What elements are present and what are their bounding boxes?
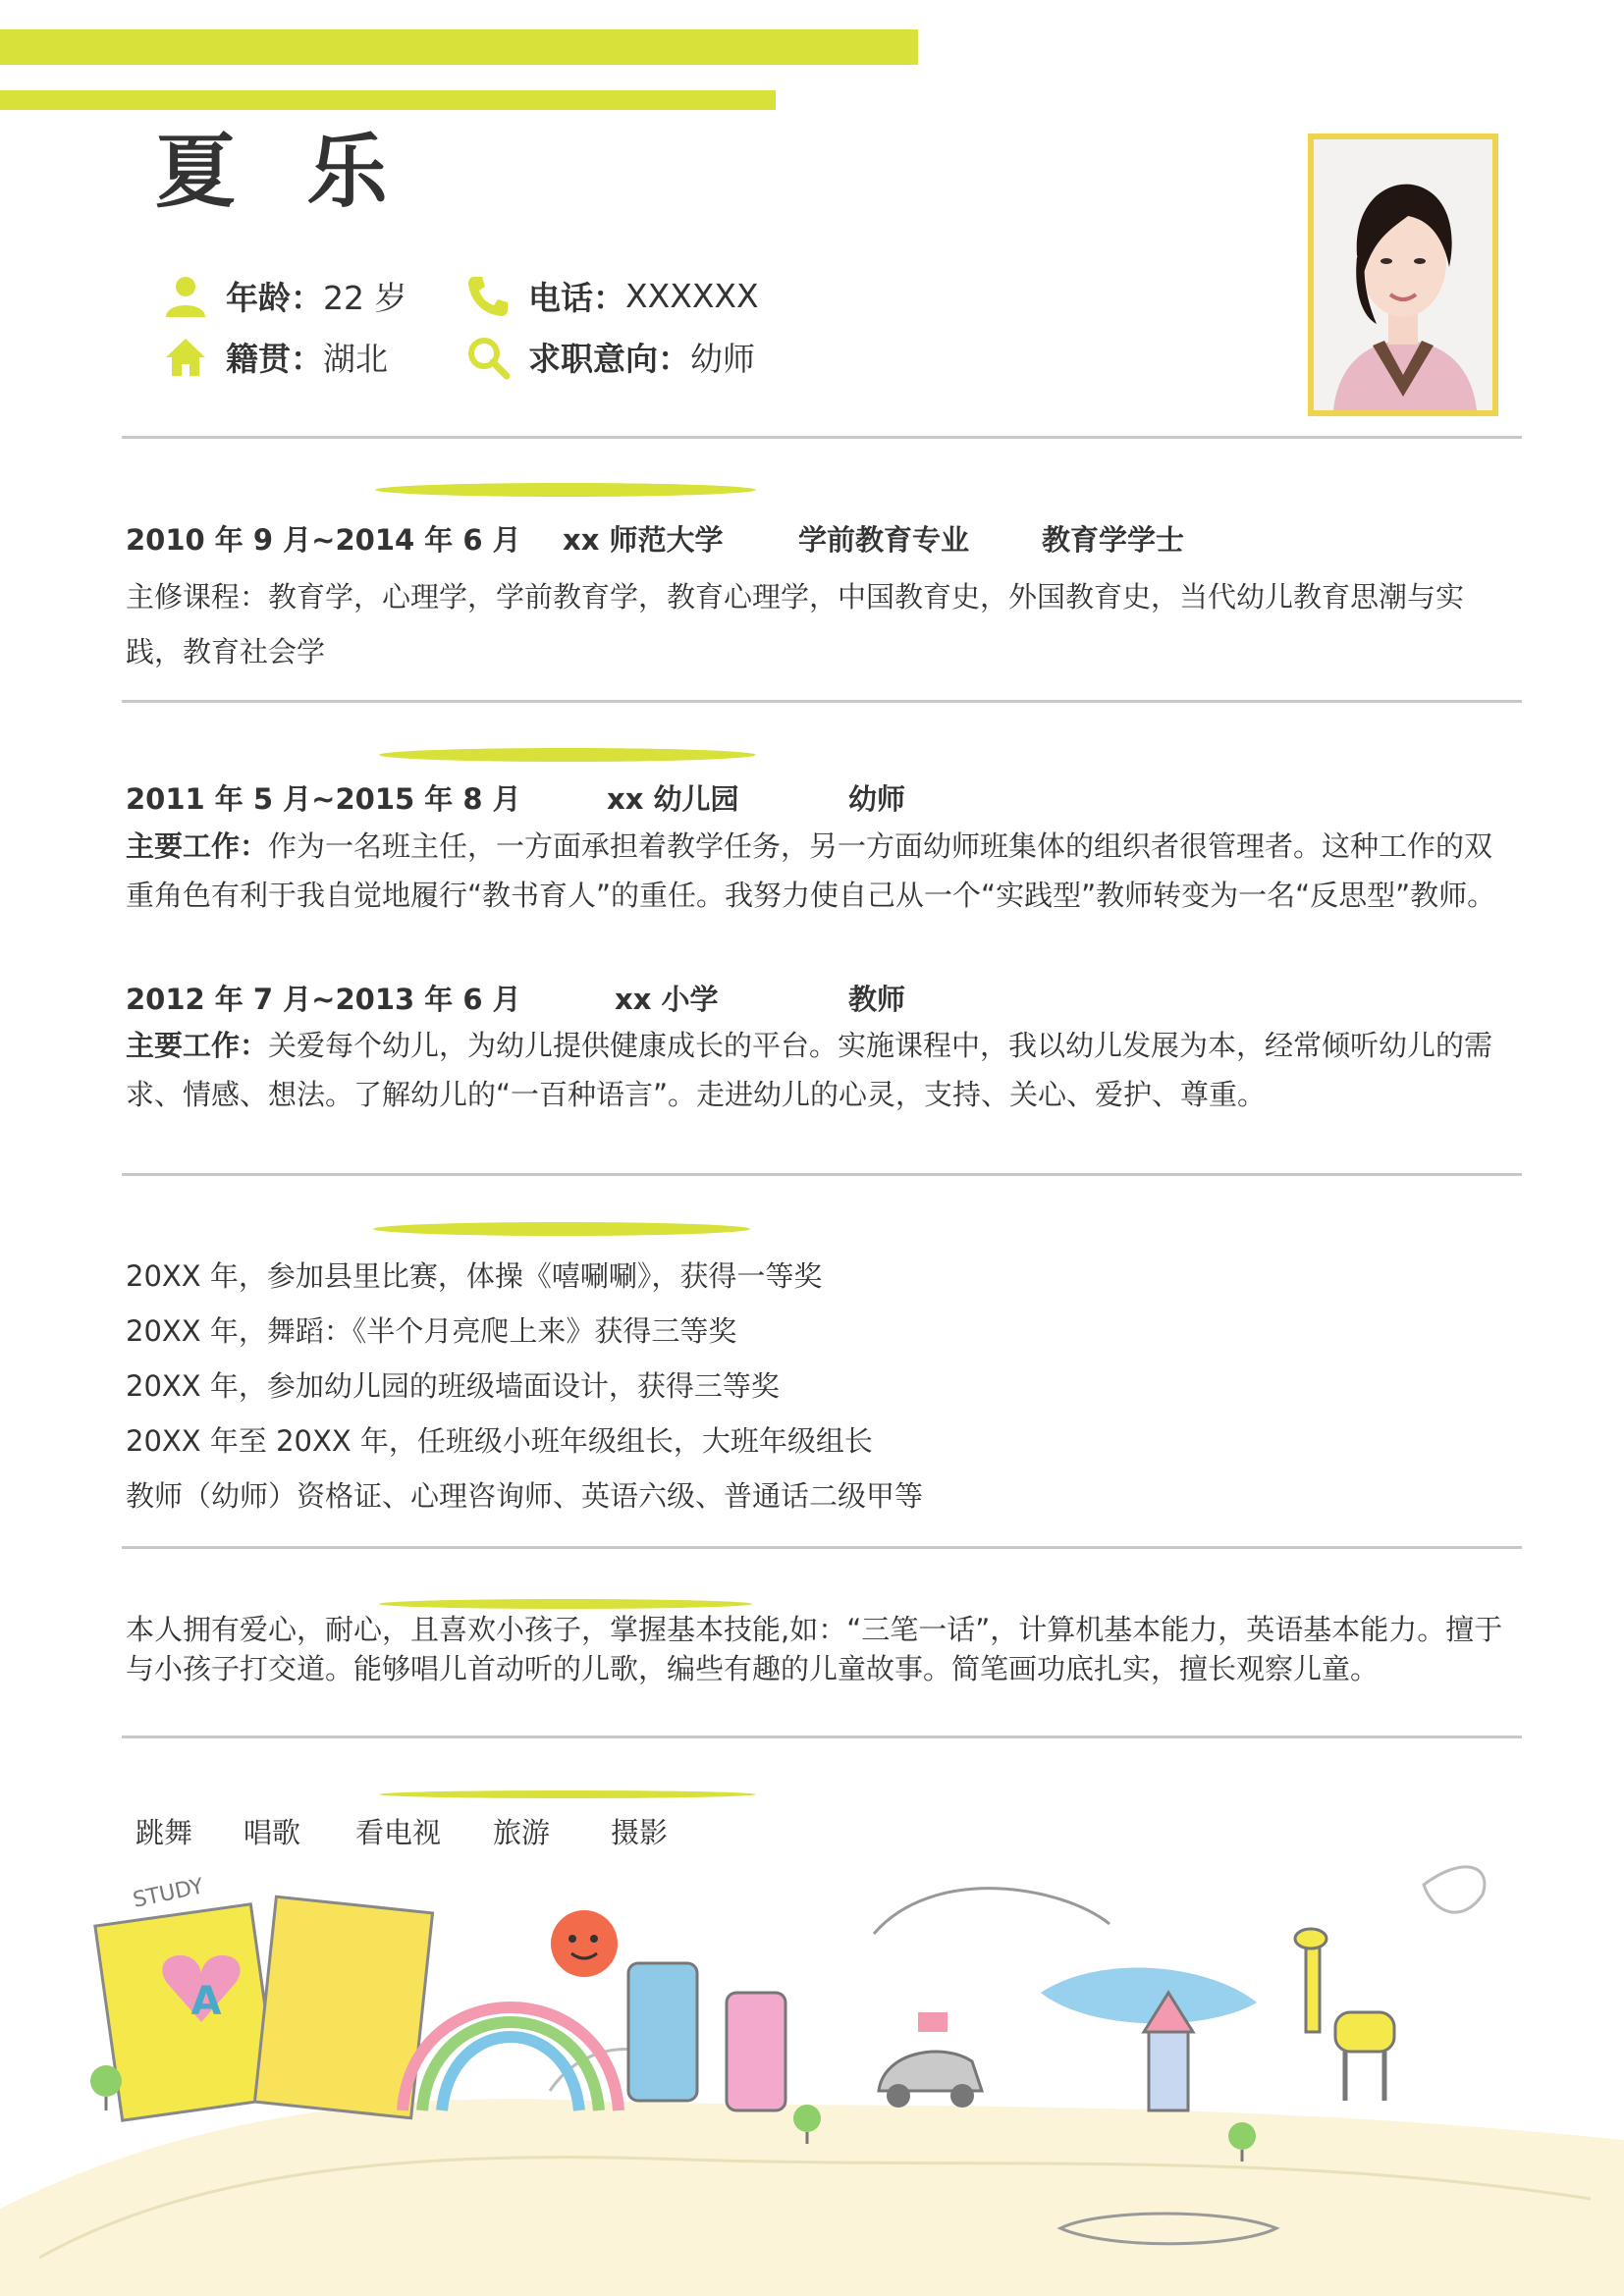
- phone-value: XXXXXX: [625, 277, 759, 315]
- top-accent-bar-1: [0, 29, 918, 65]
- divider-experience: [122, 1173, 1522, 1176]
- experience-1-org: xx 幼儿园: [607, 782, 739, 816]
- age-label: 年龄：: [226, 279, 323, 317]
- experience-2-duty-text: 关爱每个幼儿，为幼儿提供健康成长的平台。实施课程中，我以幼儿发展为本，经常倾听幼儿的需求、情感、想法。了解幼儿的“一百种语言”。走进幼儿的心灵，支持、关心、爱护、尊重。: [126, 1029, 1493, 1111]
- svg-text:A: A: [190, 1979, 222, 2024]
- award-item: 20XX 年，参加县里比赛，体操《嘻唰唰》，获得一等奖: [126, 1259, 823, 1293]
- hometown-info: [163, 334, 388, 380]
- home-icon: [163, 335, 208, 380]
- hobby-item: 跳舞: [135, 1816, 193, 1849]
- award-item: 20XX 年至 20XX 年，任班级小班年级组长，大班年级组长: [126, 1424, 873, 1458]
- hometown-label: 籍贯：: [226, 340, 323, 378]
- objective-value: 幼师: [690, 340, 755, 378]
- candidate-name: 夏 乐: [155, 126, 409, 219]
- divider-education: [122, 700, 1522, 703]
- phone-label: 电话：: [528, 279, 625, 317]
- experience-1-role: 幼师: [848, 782, 906, 816]
- experience-2-role: 教师: [848, 983, 906, 1016]
- experience-1-period: 2011 年 5 月~2015 年 8 月: [126, 782, 521, 816]
- experience-2-duty: [126, 1021, 1510, 1119]
- self-evaluation-text: 本人拥有爱心，耐心，且喜欢小孩子，掌握基本技能,如：“三笔一话”，计算机基本能力，英语基本能力。擅于与小孩子打交道。能够唱儿首动听的儿歌，编些有趣的儿童故事。简笔画功底扎实，擅长观察儿童。: [126, 1613, 1503, 1685]
- rainbow-icon: [403, 2007, 619, 2110]
- sun-icon: [551, 1910, 618, 1977]
- experience-2-duty-label: 主要工作：: [126, 1029, 269, 1062]
- hometown-value: 湖北: [323, 340, 388, 378]
- education-period: 2010 年 9 月~2014 年 6 月: [126, 523, 521, 557]
- experience-row-1: [126, 777, 905, 818]
- experience-1-duty: [126, 822, 1510, 920]
- phone-icon: [465, 274, 511, 319]
- experience-section-marker: [379, 748, 756, 762]
- hobby-item: 唱歌: [244, 1816, 301, 1849]
- person-icon: [163, 274, 208, 319]
- car-icon: [879, 2012, 982, 2108]
- top-accent-bar-2: [0, 90, 776, 110]
- award-item: 教师（幼师）资格证、心理咨询师、英语六级、普通话二级甲等: [126, 1479, 924, 1513]
- experience-1-duty-label: 主要工作：: [126, 829, 269, 863]
- awards-section-marker: [373, 1222, 750, 1236]
- giraffe-icon: [1295, 1929, 1394, 2101]
- cartoon-illustration: [0, 1796, 1624, 2296]
- education-row: [126, 518, 1184, 559]
- experience-2-org: xx 小学: [615, 983, 719, 1016]
- objective-label: 求职意向：: [528, 340, 690, 378]
- experience-2-period: 2012 年 7 月~2013 年 6 月: [126, 983, 521, 1016]
- age-value: 22 岁: [323, 279, 407, 317]
- profile-photo: [1308, 133, 1498, 416]
- education-section-marker: [375, 483, 756, 497]
- hobby-item: 摄影: [611, 1816, 669, 1849]
- hobby-item: 旅游: [493, 1816, 551, 1849]
- study-label: STUDY: [131, 1874, 206, 1913]
- divider-self-evaluation: [122, 1735, 1522, 1738]
- education-major: 学前教育专业: [798, 523, 970, 557]
- building-icon: [628, 1963, 785, 2110]
- experience-1-duty-text: 作为一名班主任，一方面承担着教学任务，另一方面幼师班集体的组织者很管理者。这种工作的双重角色有利于我自觉地履行“教书育人”的重任。我努力使自己从一个“实践型”教师转变为一名“反思型”教师。: [126, 829, 1496, 912]
- self-evaluation-section-marker: [379, 1599, 752, 1609]
- study-book-icon: [95, 1874, 433, 2120]
- award-item: 20XX 年，参加幼儿园的班级墙面设计，获得三等奖: [126, 1369, 780, 1403]
- divider-header: [122, 436, 1522, 439]
- search-icon: [465, 335, 511, 380]
- education-degree: 教育学学士: [1042, 523, 1185, 557]
- age-info: [163, 273, 406, 319]
- education-school: xx 师范大学: [563, 523, 724, 557]
- award-item: 20XX 年，舞蹈：《半个月亮爬上来》获得三等奖: [126, 1314, 737, 1348]
- hobby-item: 看电视: [355, 1816, 442, 1849]
- phone-info: [465, 273, 759, 319]
- divider-awards: [122, 1546, 1522, 1549]
- education-courses: 主修课程：教育学，心理学，学前教育学，教育心理学，中国教育史，外国教育史，当代幼儿教育思潮与实践，教育社会学: [126, 580, 1465, 668]
- experience-row-2: [126, 978, 905, 1018]
- objective-info: [465, 334, 755, 380]
